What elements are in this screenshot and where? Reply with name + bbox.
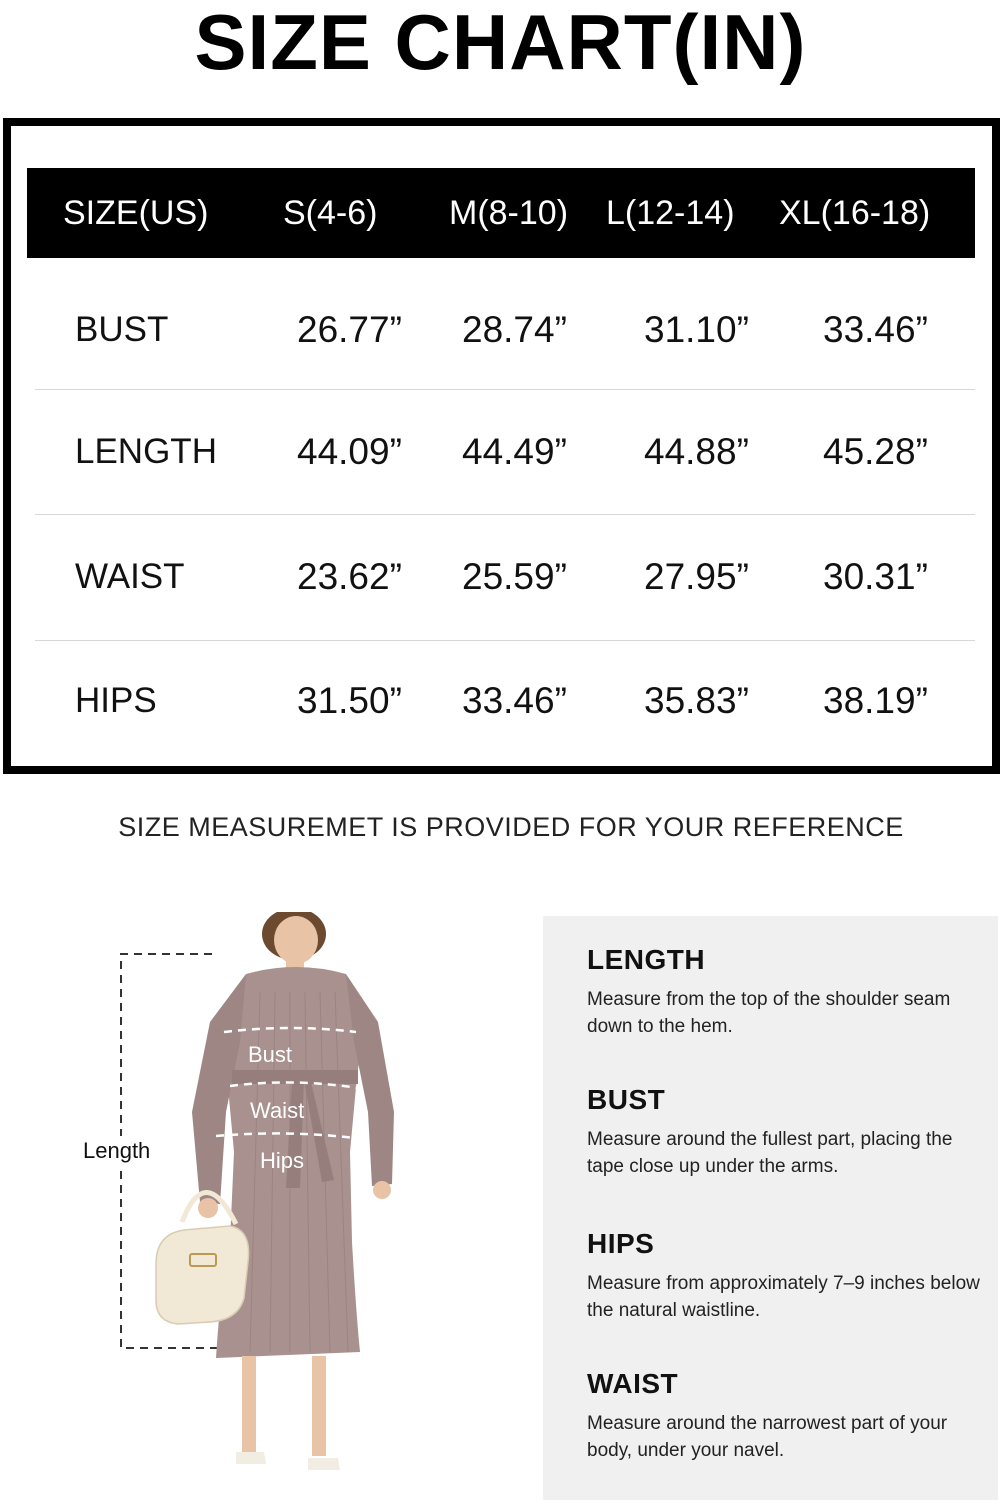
cell-value: 45.28”	[823, 431, 928, 472]
guide-title: LENGTH	[587, 944, 706, 975]
guide-description: Measure around the narrowest part of your body, under your navel.	[587, 1413, 948, 1461]
row-label: HIPS	[75, 681, 157, 720]
guide-description: Measure around the fullest part, placing the tape close up under the arms.	[587, 1129, 953, 1177]
waist-label: Waist	[250, 1098, 305, 1123]
measurement-guide	[543, 916, 998, 1500]
table-row-length	[35, 390, 975, 514]
length-label: Length	[82, 1136, 151, 1166]
model-figure	[60, 912, 480, 1500]
cell-value: 23.62”	[297, 556, 402, 597]
cell-value: 44.49”	[462, 431, 567, 472]
cell-value: 33.46”	[462, 680, 567, 721]
guide-title: BUST	[587, 1084, 666, 1115]
guide-bust	[587, 1084, 987, 1180]
header-size-xl: XL(16-18)	[779, 194, 931, 232]
guide-description: Measure from the top of the shoulder seam down to the hem.	[587, 989, 951, 1037]
cell-value: 44.88”	[644, 431, 749, 472]
table-row-waist	[35, 515, 975, 639]
cell-value: 30.31”	[823, 556, 928, 597]
cell-value: 26.77”	[297, 309, 402, 350]
guide-description: Measure from approximately 7–9 inches below the natural waistline.	[587, 1273, 980, 1321]
table-header-row	[27, 168, 975, 258]
header-size-l: L(12-14)	[606, 194, 735, 232]
guide-title: WAIST	[587, 1368, 679, 1399]
header-size-m: M(8-10)	[449, 194, 569, 232]
guide-hips	[587, 1228, 987, 1324]
table-row-bust	[35, 268, 975, 392]
size-chart-table	[3, 118, 1000, 774]
cell-value: 28.74”	[462, 309, 567, 350]
page-title: SIZE CHART(IN)	[194, 0, 807, 86]
cell-value: 27.95”	[644, 556, 749, 597]
header-size-us: SIZE(US)	[63, 194, 209, 232]
cell-value: 35.83”	[644, 680, 749, 721]
dress-illustration	[60, 912, 480, 1500]
row-label: LENGTH	[75, 432, 217, 471]
guide-waist	[587, 1368, 987, 1464]
reference-note: SIZE MEASUREMET IS PROVIDED FOR YOUR REFERENCE	[118, 812, 904, 842]
cell-value: 33.46”	[823, 309, 928, 350]
cell-value: 31.10”	[644, 309, 749, 350]
bust-label: Bust	[248, 1042, 293, 1067]
row-label: WAIST	[75, 557, 185, 596]
row-label: BUST	[75, 310, 169, 349]
cell-value: 25.59”	[462, 556, 567, 597]
table-row-hips	[35, 639, 975, 763]
cell-value: 44.09”	[297, 431, 402, 472]
cell-value: 38.19”	[823, 680, 928, 721]
cell-value: 31.50”	[297, 680, 402, 721]
header-size-s: S(4-6)	[283, 194, 378, 232]
guide-title: HIPS	[587, 1228, 655, 1259]
guide-length	[587, 944, 987, 1040]
hips-label: Hips	[260, 1148, 305, 1173]
